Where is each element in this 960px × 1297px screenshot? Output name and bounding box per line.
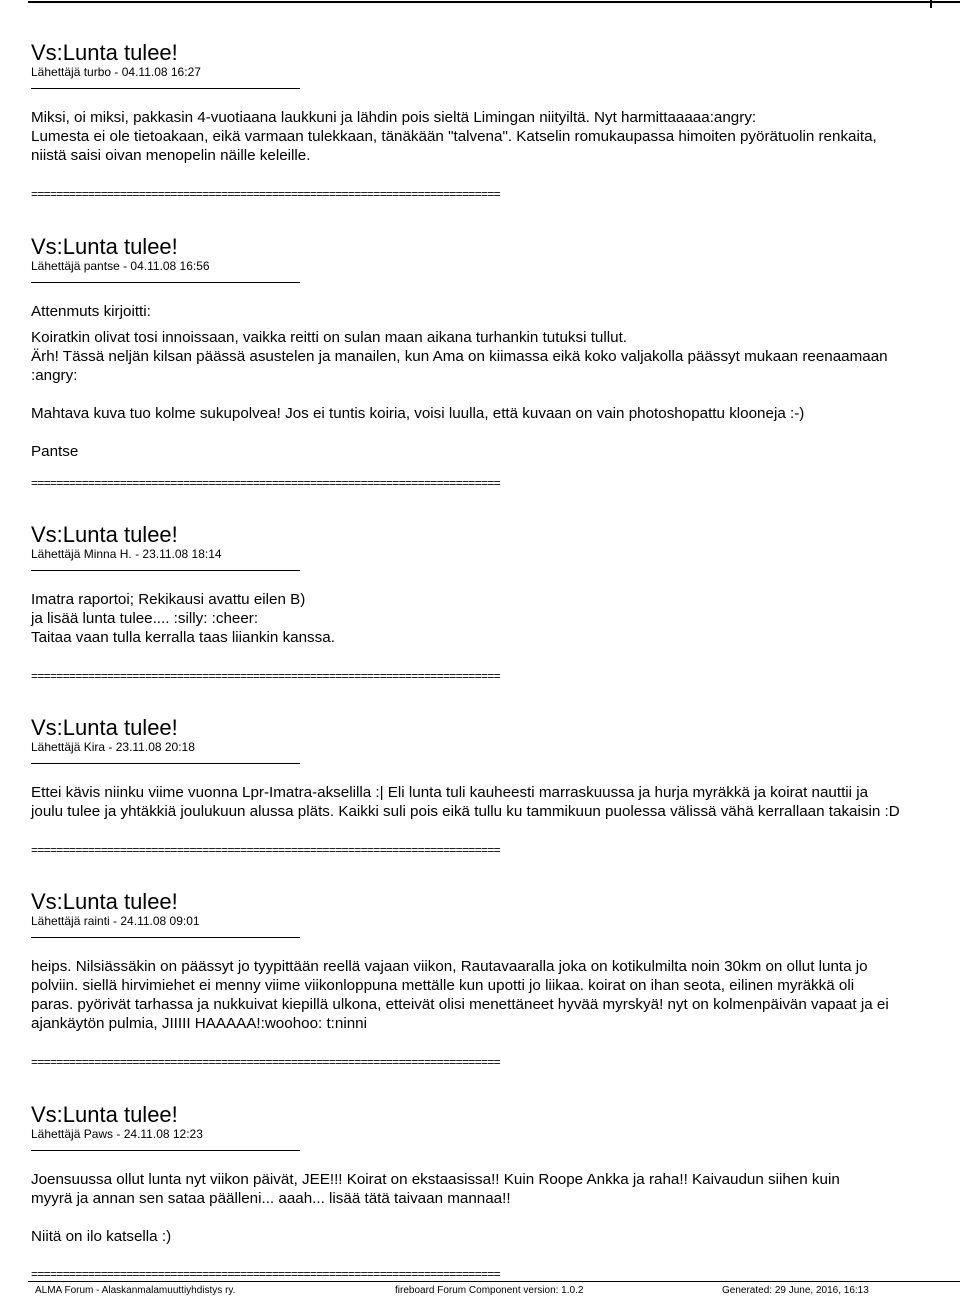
post-separator: ========================================================================== xyxy=(31,669,500,683)
footer-component-version: fireboard Forum Component version: 1.0.2 xyxy=(395,1285,584,1296)
meta-rule xyxy=(31,763,300,764)
post-title: Vs:Lunta tulee! xyxy=(31,522,178,547)
post-line: Ärh! Tässä neljän kilsan päässä asustelen ja manailen, kun Ama on kiimassa eikä koko valjakolla päässyt mukaan reenaamaan xyxy=(31,348,888,365)
post-line: Mahtava kuva tuo kolme sukupolvea! Jos ei tuntis koiria, voisi luulla, että kuvaan on vain photoshopattu klooneja :-) xyxy=(31,405,805,422)
post-separator: ========================================================================== xyxy=(31,476,500,490)
post-body xyxy=(31,108,957,165)
post-title: Vs:Lunta tulee! xyxy=(31,234,178,259)
post-line: Joensuussa ollut lunta nyt viikon päivät, JEE!!! Koirat on ekstaasissa!! Kuin Roope Ankka ja raha!! Kaivaudun siihen kuin xyxy=(31,1171,840,1188)
meta-rule xyxy=(31,1150,300,1151)
post-line: Lumesta ei ole tietoakaan, eikä varmaan tulekkaan, tänäkään "talvena". Katselin romukaupassa himoiten pyörätuolin renkaita, xyxy=(31,128,877,145)
meta-rule xyxy=(31,88,300,89)
post-meta: Lähettäjä Paws - 24.11.08 12:23 xyxy=(31,1127,203,1141)
footer-site-name: ALMA Forum - Alaskanmalamuuttiyhdistys ry. xyxy=(35,1285,236,1296)
post-line: Miksi, oi miksi, pakkasin 4-vuotiaana laukkuni ja lähdin pois sieltä Limingan niityiltä. Nyt harmittaaaaa:angry: xyxy=(31,109,757,126)
meta-rule xyxy=(31,570,300,571)
post-body xyxy=(31,783,957,821)
post-meta: Lähettäjä pantse - 04.11.08 16:56 xyxy=(31,259,210,273)
post-separator: ========================================================================== xyxy=(31,1055,500,1069)
post-line: paras. pyörivät tarhassa ja nukkuivat kiepillä ulkona, etteivät olisi menettäneet hyvää myrskyä! nyt on kolmenpäivän vapaat ja ei xyxy=(31,996,889,1013)
post xyxy=(31,716,957,821)
post-line: Niitä on ilo katsella :) xyxy=(31,1228,172,1245)
post-meta: Lähettäjä turbo - 04.11.08 16:27 xyxy=(31,65,201,79)
top-rule xyxy=(28,1,960,3)
post-line: ja lisää lunta tulee.... :silly: :cheer: xyxy=(31,610,259,627)
post-meta: Lähettäjä Kira - 23.11.08 20:18 xyxy=(31,740,195,754)
post-line: heips. Nilsiässäkin on päässyt jo tyypittään reellä vajaan viikon, Rautavaaralla joka on kotikulmilta noin 30km on ollut lunta jo xyxy=(31,958,868,975)
post-separator: ========================================================================== xyxy=(31,843,500,857)
post-body xyxy=(31,590,957,647)
top-rule-end xyxy=(930,0,932,8)
post-line: polviin. siellä hirvimiehet ei menny viime viikonloppuna mettälle kun upotti jo liikaa. koirat on ihan seota, eilinen myräkkä oli xyxy=(31,977,855,994)
meta-rule xyxy=(31,282,300,283)
footer-rule xyxy=(28,1281,960,1282)
post xyxy=(31,235,957,461)
post-separator: ========================================================================== xyxy=(31,187,500,201)
post-body xyxy=(31,957,957,1033)
post xyxy=(31,890,957,1033)
post-title: Vs:Lunta tulee! xyxy=(31,1102,178,1127)
meta-rule xyxy=(31,937,300,938)
post-line: Imatra raportoi; Rekikausi avattu eilen B) xyxy=(31,591,306,608)
post-title: Vs:Lunta tulee! xyxy=(31,715,178,740)
post-body xyxy=(31,302,957,461)
post-line: ajankäytön pulmia, JIIIII HAAAAA!:woohoo: t:ninni xyxy=(31,1015,367,1032)
post-body xyxy=(31,1170,957,1246)
footer-generated-date: Generated: 29 June, 2016, 16:13 xyxy=(722,1285,869,1296)
post-line: myyrä ja annan sen sataa päälleni... aaah... lisää tätä taivaan mannaa!! xyxy=(31,1190,511,1207)
quote-text: Koiratkin olivat tosi innoissaan, vaikka reitti on sulan maan aikana turhankin tutuksi tullut. xyxy=(31,329,628,346)
post-title: Vs:Lunta tulee! xyxy=(31,889,178,914)
post-line: :angry: xyxy=(31,367,78,384)
post-line: Taitaa vaan tulla kerralla taas liiankin kanssa. xyxy=(31,629,335,646)
post-separator: ========================================================================== xyxy=(31,1267,500,1281)
post xyxy=(31,41,957,165)
post-meta: Lähettäjä Minna H. - 23.11.08 18:14 xyxy=(31,547,222,561)
post-signature: Pantse xyxy=(31,443,79,460)
post xyxy=(31,1103,957,1246)
post-meta: Lähettäjä rainti - 24.11.08 09:01 xyxy=(31,914,200,928)
post-line: joulu tulee ja yhtäkkiä joulukuun alussa pläts. Kaikki suli pois eikä tullu ku tammikuun puolessa välissä vähä kerrallaan takaisin :D xyxy=(31,803,900,820)
post-title: Vs:Lunta tulee! xyxy=(31,40,178,65)
post-line: Ettei kävis niinku viime vuonna Lpr-Imatra-akselilla :| Eli lunta tuli kauheesti marraskuussa ja hurja myräkkä ja koirat nauttii ja xyxy=(31,784,869,801)
post xyxy=(31,523,957,647)
post-line: niistä saisi oivan menopelin näille keleille. xyxy=(31,147,311,164)
quote-author: Attenmuts kirjoitti: xyxy=(31,303,151,320)
